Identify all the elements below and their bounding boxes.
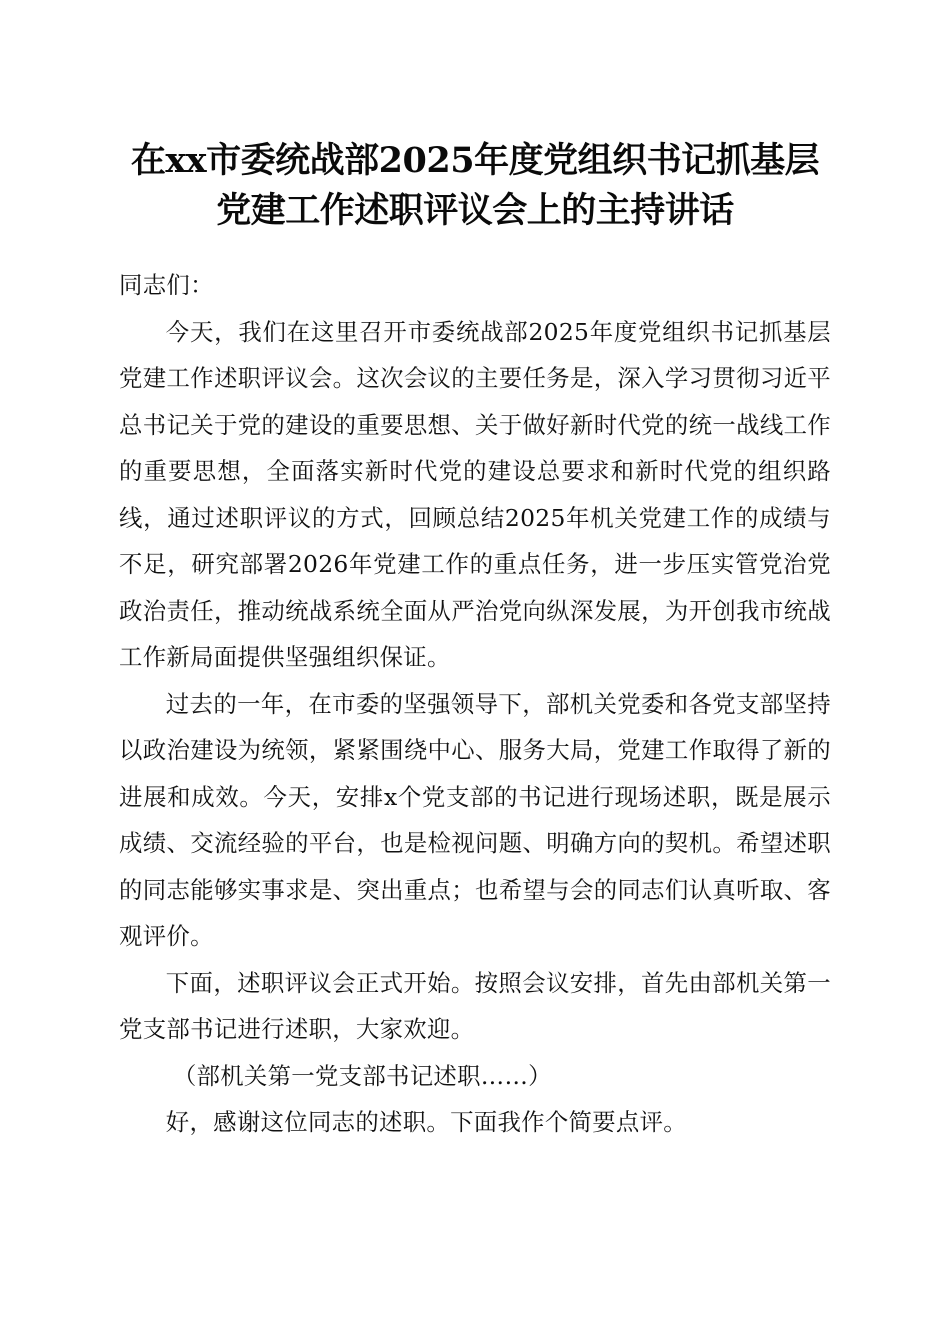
paragraph-start: 下面，述职评议会正式开始。按照会议安排，首先由部机关第一党支部书记进行述职，大家欢迎。 [119,968,831,1043]
document-body [119,262,831,1146]
paragraph-comment: 好，感谢这位同志的述职。下面我作个简要点评。 [165,1108,687,1136]
paragraph-stage-note: （部机关第一党支部书记述职……） [172,1061,552,1090]
paragraph-review: 过去的一年，在市委的坚强领导下，部机关党委和各党支部坚持以政治建设为统领，紧紧围绕中心、服务大局，党建工作取得了新的进展和成效。今天，安排x个党支部的书记进行现场述职，既是展示成绩、交流经验的平台，也是检视问题、明确方向的契机。希望述职的同志能够实事求是、突出重点；也希望与会的同志们认真听取、客观评价。 [119,689,831,950]
paragraph-opening: 今天，我们在这里召开市委统战部2025年度党组织书记抓基层党建工作述职评议会。这次会议的主要任务是，深入学习贯彻习近平总书记关于党的建设的重要思想、关于做好新时代党的统一战线工作的重要思想，全面落实新时代党的建设总要求和新时代党的组织路线，通过述职评议的方式，回顾总结2025年机关党建工作的成绩与不足，研究部署2026年党建工作的重点任务，进一步压实管党治党政治责任，推动统战系统全面从严治党向纵深发展，为开创我市统战工作新局面提供坚强组织保证。 [119,317,831,671]
salutation: 同志们： [119,271,214,299]
title-line-1: 在xx市委统战部2025年度党组织书记抓基层 [130,140,820,181]
document-title [100,136,850,236]
title-line-2: 党建工作述职评议会上的主持讲话 [216,190,734,231]
